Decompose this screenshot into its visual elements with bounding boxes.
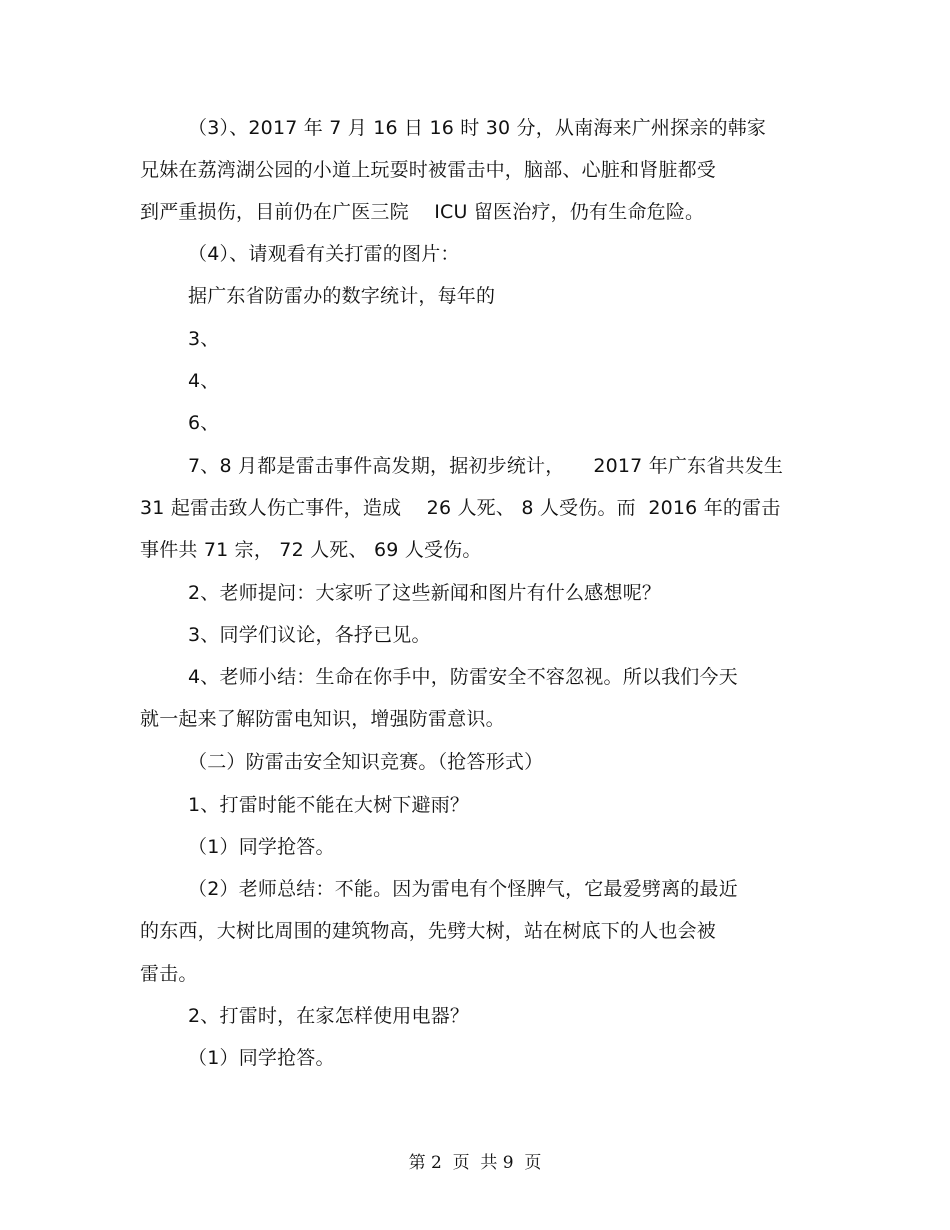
text-line: 3、同学们议论，各抒已见。: [188, 624, 431, 646]
text-line: （4）、请观看有关打雷的图片：: [188, 243, 460, 265]
text-line: 据广东省防雷办的数字统计，每年的: [188, 285, 496, 307]
text-line: 31 起雷击致人伤亡事件，造成 26 人死、 8 人受伤。而 2016 年的雷击: [140, 497, 781, 519]
text-line: （二）防雷击安全知识竞赛。（抢答形式）: [188, 751, 544, 773]
text-line: 6、: [188, 412, 220, 434]
text-line: （3）、2017 年 7 月 16 日 16 时 30 分，从南海来广州探亲的韩家: [188, 117, 767, 139]
text-line: （1）同学抢答。: [188, 836, 335, 858]
text-line: 4、老师小结：生命在你手中，防雷安全不容忽视。所以我们今天: [188, 666, 738, 688]
page-number-footer: 第 2 页 共 9 页: [408, 1153, 542, 1173]
text-line: 3、: [188, 328, 220, 350]
text-line: 就一起来了解防雷电知识，增强防雷意识。: [140, 708, 505, 730]
text-line: （1）同学抢答。: [188, 1047, 335, 1069]
text-line: 雷击。: [140, 963, 198, 985]
text-line: 兄妹在荔湾湖公园的小道上玩耍时被雷击中，脑部、心脏和肾脏都受: [140, 159, 717, 181]
text-line: 7、8 月都是雷击事件高发期，据初步统计， 2017 年广东省共发生: [188, 455, 784, 477]
text-line: 2、老师提问：大家听了这些新闻和图片有什么感想呢？: [188, 582, 662, 604]
text-line: （2）老师总结：不能。因为雷电有个怪脾气，它最爱劈离的最近: [188, 878, 738, 900]
text-line: 4、: [188, 370, 220, 392]
text-line: 到严重损伤，目前仍在广医三院 ICU 留医治疗，仍有生命危险。: [140, 201, 705, 223]
text-line: 2、打雷时，在家怎样使用电器？: [188, 1005, 470, 1027]
text-line: 1、打雷时能不能在大树下避雨？: [188, 794, 470, 816]
text-line: 事件共 71 宗， 72 人死、 69 人受伤。: [140, 539, 482, 561]
text-line: 的东西，大树比周围的建筑物高，先劈大树，站在树底下的人也会被: [140, 920, 717, 942]
